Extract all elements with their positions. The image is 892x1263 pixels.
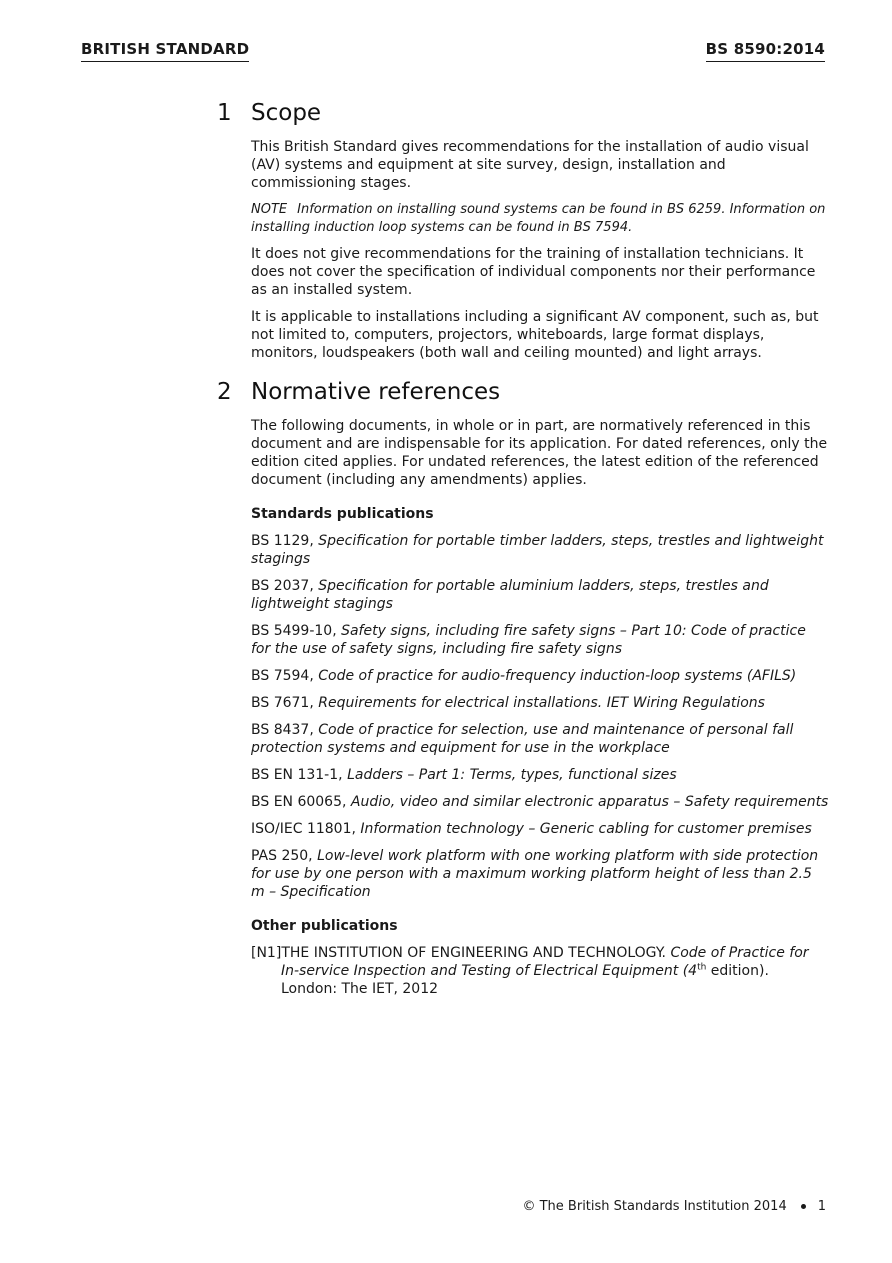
paragraph: This British Standard gives recommendations for the installation of audio visual (AV) systems and equipment at site survey, design, installation and commissioning stages. [251,139,809,191]
reference-title: Requirements for electrical installations. IET Wiring Regulations [318,695,765,711]
reference-title: Specification for portable timber ladders, steps, trestles and lightweight stagings [251,533,824,567]
reference-item [251,577,829,613]
reference-code: PAS 250, [251,848,313,864]
bibliography-imprint: . London: The IET, 2012 [281,963,769,997]
reference-item [251,694,829,712]
section-body [251,417,829,998]
reference-item [251,721,829,757]
page-content [215,96,827,1007]
section-number: 1 [217,100,232,126]
reference-title: Safety signs, including fire safety signs – Part 10: Code of practice for the use of safety signs, including fire safety signs [251,623,806,657]
paragraph: The following documents, in whole or in part, are normatively referenced in this document and are indispensable for its application. For dated references, only the edition cited applies. For undated references, the latest edition of the referenced document (including any amendments) applies. [251,418,828,488]
reference-item [251,622,829,658]
reference-code: BS 1129, [251,533,314,549]
reference-code: BS 8437, [251,722,314,738]
section-title: Normative references [251,379,501,405]
reference-item [251,820,829,838]
bibliography-publisher: THE INSTITUTION OF ENGINEERING AND TECHNOLOGY. [281,945,666,961]
reference-title: Code of practice for selection, use and maintenance of personal fall protection systems and equipment for use in the workplace [251,722,794,756]
page-number: 1 [817,1199,826,1214]
reference-title: Code of practice for audio-frequency induction-loop systems (AFILS) [318,668,797,684]
section-scope [215,96,827,362]
page-header [81,40,825,66]
superscript: th [697,962,707,973]
paragraph: It does not give recommendations for the training of installation technicians. It does not cover the specification of individual components nor their performance as an installed system. [251,246,816,298]
reference-item [251,766,829,784]
bibliography-item [251,944,829,998]
note [251,201,829,236]
section-body [251,138,829,362]
note-text: Information on installing sound systems can be found in BS 6259. Information on installing induction loop systems can be found in BS 7594. [251,202,826,235]
bibliography-edition: edition) [706,963,765,979]
reference-code: BS 5499-10, [251,623,337,639]
reference-title: Low-level work platform with one working platform with side protection for use by one person with a maximum working platform height of less than 2.5 m – Specification [251,848,819,900]
standard-number: BS 8590:2014 [706,40,825,62]
section-normative-references [215,375,827,998]
section-title: Scope [251,100,322,126]
reference-code: BS EN 60065, [251,794,347,810]
reference-item [251,667,829,685]
reference-title: Audio, video and similar electronic apparatus – Safety requirements [350,794,829,810]
reference-code: BS EN 131-1, [251,767,343,783]
page-footer [522,1199,826,1214]
bibliography-label: [N1] [251,945,282,961]
reference-code: BS 2037, [251,578,314,594]
reference-code: BS 7671, [251,695,314,711]
bullet-separator [801,1204,806,1209]
reference-title: Information technology – Generic cabling for customer premises [360,821,812,837]
reference-code: ISO/IEC 11801, [251,821,356,837]
document-series-label: BRITISH STANDARD [81,40,249,62]
reference-item [251,793,829,811]
paragraph: It is applicable to installations including a significant AV component, such as, but not limited to, computers, projectors, whiteboards, large format displays, monitors, loudspeakers (both wall and ceiling mounted) and light arrays. [251,309,819,361]
section-heading [215,96,827,132]
section-heading [215,375,827,411]
note-label: NOTE [251,202,288,217]
subheading-standards: Standards publications [251,506,434,522]
copyright-text: © The British Standards Institution 2014 [522,1199,787,1214]
reference-code: BS 7594, [251,668,314,684]
reference-item [251,847,829,901]
subheading-other: Other publications [251,918,398,934]
reference-title: Ladders – Part 1: Terms, types, functional sizes [347,767,677,783]
bibliography-title: Code of Practice for In-service Inspection and Testing of Electrical Equipment (4 [281,945,809,979]
reference-item [251,532,829,568]
reference-title: Specification for portable aluminium ladders, steps, trestles and lightweight stagings [251,578,769,612]
section-number: 2 [217,379,232,405]
